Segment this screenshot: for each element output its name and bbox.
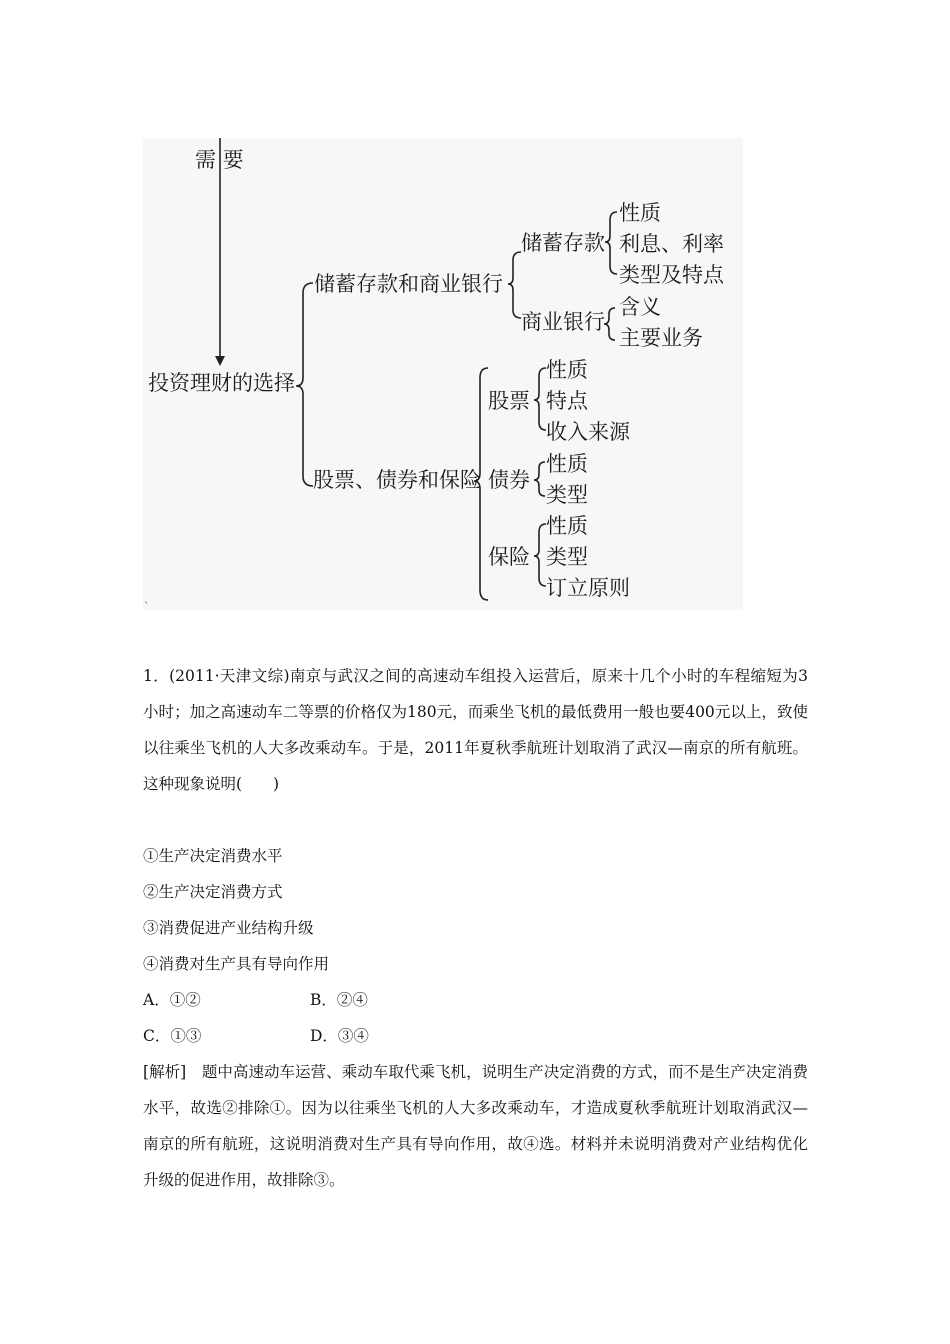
stock-label: 股票 bbox=[488, 389, 530, 413]
savings-item: 利息、利率 bbox=[619, 232, 724, 256]
stray-mark: ` bbox=[144, 602, 149, 613]
branch-stock-bond-insurance: 股票、债券和保险 bbox=[313, 468, 481, 492]
insurance-item: 性质 bbox=[546, 514, 588, 538]
stock-brace bbox=[534, 368, 546, 430]
bond-label: 债券 bbox=[488, 468, 530, 492]
bank-item: 主要业务 bbox=[619, 326, 703, 350]
option-c: C．①③ bbox=[143, 1027, 202, 1045]
savings-label: 储蓄存款 bbox=[521, 231, 605, 255]
insurance-item: 订立原则 bbox=[546, 576, 630, 600]
analysis-text: [解析] 题中高速动车运营、乘动车取代乘飞机，说明生产决定消费的方式，而不是生产决定消费水平，故选②排除①。因为以往乘坐飞机的人大多改乘动车，才造成夏秋季航班计划取消武汉—南京的所有航班，这说明消费对生产具有导向作用，故④选。材料并未说明消费对产业结构优化升级的促进作用，故排除③。 bbox=[143, 1063, 808, 1189]
bond-brace bbox=[534, 462, 545, 496]
statement-2: ②生产决定消费方式 bbox=[143, 883, 283, 901]
branch1-brace bbox=[508, 252, 521, 318]
stock-item: 收入来源 bbox=[546, 420, 630, 444]
stock-item: 特点 bbox=[546, 389, 588, 413]
knowledge-structure-diagram bbox=[143, 138, 743, 610]
savings-item: 性质 bbox=[619, 201, 661, 225]
statement-1: ①生产决定消费水平 bbox=[143, 847, 283, 865]
bank-item: 含义 bbox=[619, 295, 661, 319]
savings-item: 类型及特点 bbox=[619, 263, 724, 287]
option-d: D．③④ bbox=[310, 1027, 369, 1045]
savings-brace bbox=[605, 212, 617, 274]
statement-4: ④消费对生产具有导向作用 bbox=[143, 955, 330, 973]
root-label: 投资理财的选择 bbox=[148, 371, 295, 395]
branch-savings-banking: 储蓄存款和商业银行 bbox=[314, 272, 503, 296]
bond-item: 类型 bbox=[546, 483, 588, 507]
insurance-item: 类型 bbox=[546, 545, 588, 569]
insurance-brace bbox=[534, 524, 546, 586]
question-stem: 1．(2011·天津文综)南京与武汉之间的高速动车组投入运营后，原来十几个小时的车程缩短为3小时；加之高速动车二等票的价格仅为180元，而乘坐飞机的最低费用一般也要400元以上，致使以往乘坐飞机的人大多改乘动车。于是，2011年夏秋季航班计划取消了武汉—南京的所有航班。这种现象说明( ) bbox=[143, 667, 808, 793]
bank-label: 商业银行 bbox=[521, 310, 605, 334]
need-label: 需 要 bbox=[195, 148, 244, 172]
root-brace bbox=[296, 283, 313, 486]
insurance-label: 保险 bbox=[488, 545, 530, 569]
stock-item: 性质 bbox=[546, 358, 588, 382]
bond-item: 性质 bbox=[546, 452, 588, 476]
option-a: A．①② bbox=[143, 991, 201, 1009]
arrow-head bbox=[215, 356, 225, 366]
bank-brace bbox=[604, 308, 615, 340]
option-b: B．②④ bbox=[310, 991, 368, 1009]
statement-3: ③消费促进产业结构升级 bbox=[143, 919, 314, 937]
